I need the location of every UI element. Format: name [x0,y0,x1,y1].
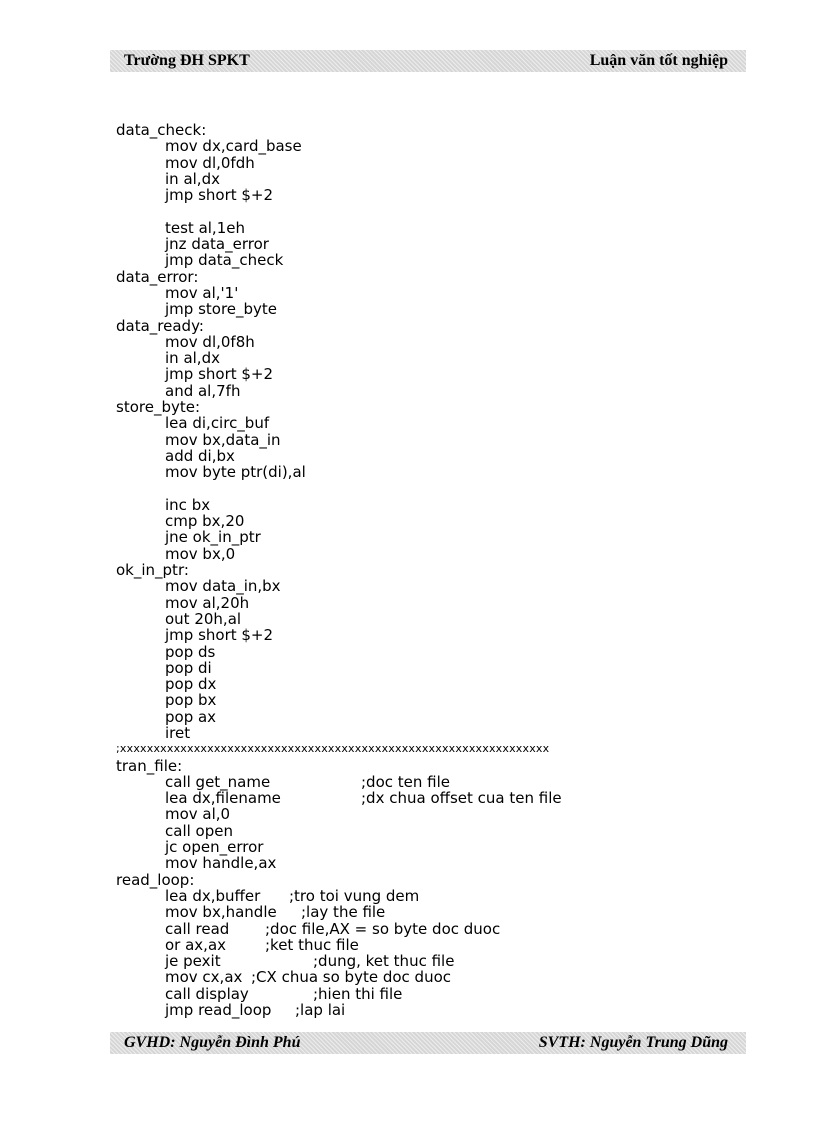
code-instruction: or ax,ax [165,935,227,954]
code-line [116,529,736,545]
code-instruction: call read [165,919,230,938]
code-line [116,709,736,725]
code-text: jnz data_error [165,235,269,254]
code-line [116,855,736,871]
header-document-type: Luận văn tốt nghiệp [589,52,728,69]
code-text: ok_in_ptr: [116,561,189,580]
code-text: test al,1eh [165,218,245,237]
code-line [116,366,736,382]
code-text: data_check: [116,121,207,139]
code-text: mov dl,0fdh [165,153,255,172]
code-text: mov byte ptr(di),al [165,463,306,482]
code-line [116,888,736,904]
code-text: jne ok_in_ptr [165,528,261,547]
code-line [116,806,736,822]
code-instruction: je pexit [165,952,221,971]
code-text: jmp short $+2 [165,365,274,384]
code-text: inc bx [165,495,211,514]
code-line [116,415,736,431]
code-text: mov bx,0 [165,544,236,563]
code-line [116,937,736,953]
code-line [116,546,736,562]
code-text: mov data_in,bx [165,577,281,596]
page-footer [110,1032,746,1054]
code-line [116,595,736,611]
code-text: lea di,circ_buf [165,414,270,433]
code-text: in al,dx [165,349,220,368]
code-line [116,513,736,529]
code-text: mov al,20h [165,593,250,612]
code-line [116,660,736,676]
code-text: mov al,'1' [165,283,239,302]
code-comment: ;ket thuc file [265,935,359,954]
code-line [116,138,736,154]
code-line [116,301,736,317]
code-line [116,334,736,350]
code-line [116,921,736,937]
code-comment: ;hien thi file [313,984,403,1003]
code-text: iret [165,723,191,742]
code-text: cmp bx,20 [165,512,245,531]
code-text: pop di [165,658,212,677]
code-comment: ;doc file,AX = so byte doc duoc [265,919,501,938]
code-separator-line [116,741,736,757]
code-text: out 20h,al [165,609,242,628]
code-text: mov dl,0f8h [165,332,255,351]
code-line [116,252,736,268]
code-text: data_ready: [116,316,204,335]
separator-text: ;xxxxxxxxxxxxxxxxxxxxxxxxxxxxxxxxxxxxxxxxxxxxxxxxxxxxxxxxxxxxxxxx [116,742,550,756]
code-comment: ;doc ten file [361,772,450,791]
code-line [116,187,736,203]
code-line [116,774,736,790]
code-text: pop bx [165,691,217,710]
code-line [116,692,736,708]
code-text: store_byte: [116,398,201,417]
code-line [116,350,736,366]
code-comment: ;dx chua offset cua ten file [361,789,562,808]
code-text: pop ds [165,642,216,661]
code-label-line [116,399,736,415]
code-text: read_loop: [116,870,195,889]
code-comment: ;dung, ket thuc file [313,952,455,971]
code-line [116,790,736,806]
page-header [110,50,746,72]
code-comment: ;lay the file [301,903,386,922]
code-line [116,578,736,594]
code-line [116,464,736,480]
code-blank-line [116,481,736,497]
code-instruction: lea dx,filename [165,789,281,808]
code-text: pop ax [165,707,217,726]
code-text: mov handle,ax [165,854,277,873]
code-text: jmp short $+2 [165,626,274,645]
code-line [116,725,736,741]
code-comment: ;lap lai [295,1001,346,1020]
code-instruction: call get_name [165,772,271,791]
code-blank-line [116,203,736,219]
code-line [116,823,736,839]
code-label-line [116,872,736,888]
code-line [116,432,736,448]
code-line [116,448,736,464]
code-text: jmp data_check [165,251,284,270]
code-line [116,220,736,236]
code-comment: ;CX chua so byte doc duoc [251,968,451,987]
code-instruction: jmp read_loop [165,1001,272,1020]
code-text: pop dx [165,675,217,694]
footer-student: SVTH: Nguyễn Trung Dũng [538,1034,728,1051]
code-listing [116,122,736,1018]
code-label-line [116,318,736,334]
code-line [116,969,736,985]
code-text: and al,7fh [165,381,241,400]
code-text: jc open_error [165,838,264,857]
code-text: data_error: [116,267,199,286]
code-line [116,676,736,692]
code-text: mov dx,card_base [165,137,302,156]
code-line [116,986,736,1002]
code-line [116,383,736,399]
code-line [116,171,736,187]
code-text: tran_file: [116,756,183,775]
code-line [116,611,736,627]
code-text: mov bx,data_in [165,430,281,449]
code-text: mov al,0 [165,805,231,824]
code-instruction: mov bx,handle [165,903,277,922]
code-line [116,644,736,660]
code-line [116,236,736,252]
code-comment: ;tro toi vung dem [289,886,420,905]
code-text: in al,dx [165,169,220,188]
code-label-line [116,269,736,285]
code-instruction: mov cx,ax [165,968,243,987]
code-label-line [116,122,736,138]
code-instruction: lea dx,buffer [165,886,261,905]
code-text: jmp store_byte [165,300,278,319]
header-school: Trường ĐH SPKT [124,52,250,69]
code-text: add di,bx [165,446,235,465]
code-line [116,1002,736,1018]
code-label-line [116,758,736,774]
code-instruction: call display [165,984,249,1003]
code-line [116,155,736,171]
code-line [116,285,736,301]
code-line [116,904,736,920]
code-line [116,953,736,969]
code-label-line [116,562,736,578]
code-line [116,839,736,855]
code-line [116,627,736,643]
code-line [116,497,736,513]
code-text: jmp short $+2 [165,186,274,205]
code-text: call open [165,821,233,840]
footer-advisor: GVHD: Nguyễn Đình Phú [124,1034,301,1051]
